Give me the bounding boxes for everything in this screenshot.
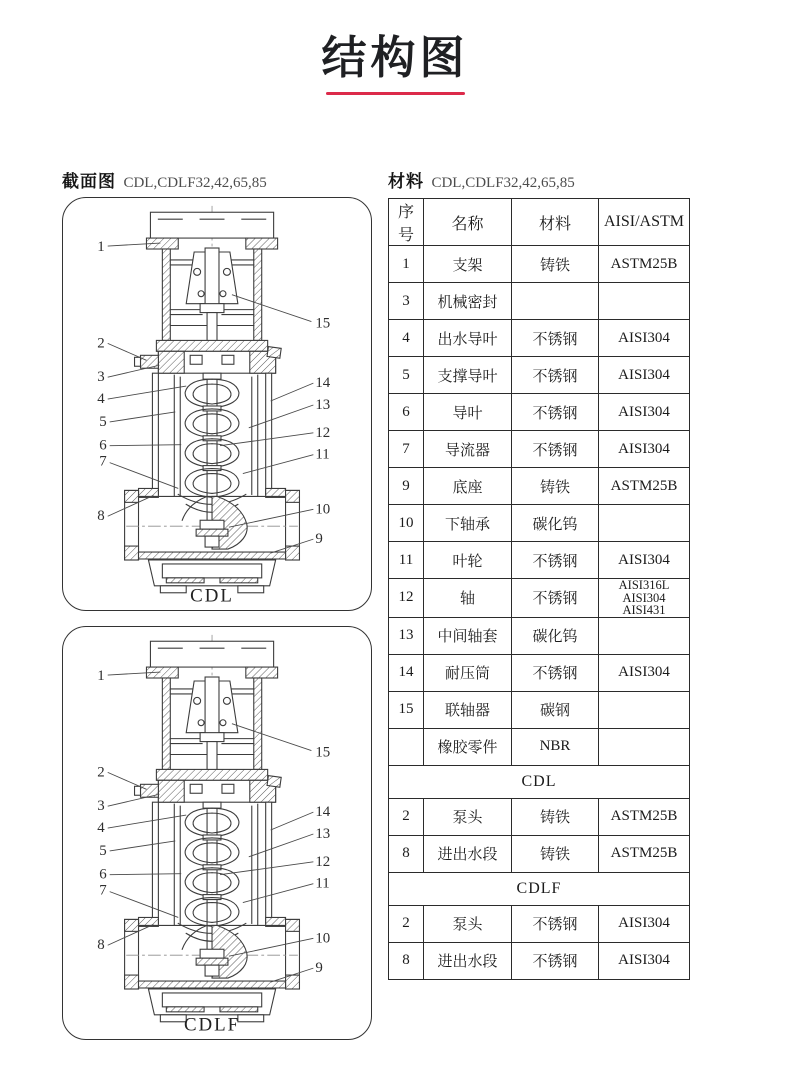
table-row — [389, 942, 690, 979]
table-cell: 6 — [389, 394, 424, 431]
table-cell: 中间轴套 — [424, 617, 512, 654]
part-label: 6 — [99, 866, 107, 883]
table-cell: 叶轮 — [424, 542, 512, 579]
leader-line — [110, 412, 176, 422]
table-cell: 不锈钢 — [512, 357, 599, 394]
table-cell: 进出水段 — [424, 942, 512, 979]
table-row — [389, 905, 690, 942]
table-cell: 橡胶零件 — [424, 728, 512, 765]
cross-section-label: 截面图 — [62, 172, 116, 191]
part-label: 1 — [97, 238, 105, 255]
column-header: AISI/ASTM — [599, 199, 690, 246]
table-cell: 导叶 — [424, 394, 512, 431]
table-cell: NBR — [512, 728, 599, 765]
table-cell: 1 — [389, 246, 424, 283]
table-cell: ASTM25B — [599, 798, 690, 835]
part-label: 4 — [97, 391, 105, 408]
table-row — [389, 320, 690, 357]
column-header: 序号 — [389, 199, 424, 246]
table-row — [389, 468, 690, 505]
part-label: 12 — [315, 853, 331, 870]
materials-models: CDL,CDLF32,42,65,85 — [431, 175, 575, 191]
materials-section — [388, 167, 689, 980]
part-label: 1 — [97, 667, 105, 684]
table-cell: 15 — [389, 691, 424, 728]
diagram-list — [62, 197, 372, 1040]
table-cell: 铸铁 — [512, 798, 599, 835]
table-cell: 不锈钢 — [512, 905, 599, 942]
table-row — [389, 505, 690, 542]
table-cell: 支架 — [424, 246, 512, 283]
leader-line — [232, 724, 311, 751]
table-cell — [599, 728, 690, 765]
leader-line — [249, 834, 314, 857]
table-cell: 不锈钢 — [512, 542, 599, 579]
table-cell: 下轴承 — [424, 505, 512, 542]
table-cell: AISI304 — [599, 942, 690, 979]
page-header — [0, 33, 790, 95]
leader-line — [108, 772, 147, 789]
table-cell: 碳化钨 — [512, 617, 599, 654]
table-cell: 10 — [389, 505, 424, 542]
table-cell: AISI304 — [599, 431, 690, 468]
part-label: 14 — [315, 804, 331, 821]
table-row — [389, 617, 690, 654]
page-title: 结构图 — [321, 32, 469, 83]
table-cell: 2 — [389, 798, 424, 835]
table-cell: 5 — [389, 357, 424, 394]
part-label: 9 — [315, 531, 323, 548]
table-cell: 不锈钢 — [512, 394, 599, 431]
part-label: 10 — [315, 930, 331, 947]
materials-label: 材料 — [388, 172, 424, 191]
table-row — [389, 283, 690, 320]
table-row — [389, 798, 690, 835]
part-label: 3 — [97, 798, 105, 815]
materials-table-header-row — [389, 199, 690, 246]
table-cell: 7 — [389, 431, 424, 468]
part-label: 8 — [97, 508, 105, 525]
pump-cross-section-drawing — [63, 198, 371, 610]
table-group-title: CDLF — [389, 872, 690, 905]
table-cell: 碳化钨 — [512, 505, 599, 542]
table-row — [389, 431, 690, 468]
table-cell: 8 — [389, 835, 424, 872]
part-label: 12 — [315, 424, 331, 441]
table-group-row — [389, 765, 690, 798]
column-header: 名称 — [424, 199, 512, 246]
diagram-caption: CDLF — [183, 1014, 241, 1036]
table-cell: 泵头 — [424, 905, 512, 942]
pump-cross-section-drawing — [63, 627, 371, 1039]
leader-line — [108, 794, 160, 806]
table-group-row — [389, 872, 690, 905]
leader-line — [108, 365, 160, 377]
table-cell: AISI304 — [599, 394, 690, 431]
materials-header — [388, 167, 689, 192]
table-cell: ASTM25B — [599, 835, 690, 872]
part-label: 7 — [99, 882, 107, 899]
leader-line — [249, 405, 314, 428]
table-group-title: CDL — [389, 765, 690, 798]
table-cell: AISI304 — [599, 542, 690, 579]
table-row — [389, 394, 690, 431]
table-cell: ASTM25B — [599, 246, 690, 283]
table-cell: 不锈钢 — [512, 654, 599, 691]
part-label: 15 — [315, 315, 331, 332]
leader-line — [271, 383, 314, 401]
table-cell: 14 — [389, 654, 424, 691]
leader-line — [232, 295, 311, 322]
table-cell: 支撑导叶 — [424, 357, 512, 394]
part-label: 15 — [315, 744, 331, 761]
table-cell — [599, 691, 690, 728]
table-cell — [389, 728, 424, 765]
part-label: 5 — [99, 842, 107, 859]
part-label: 9 — [315, 960, 323, 977]
table-cell: 铸铁 — [512, 835, 599, 872]
part-label: 6 — [99, 437, 107, 454]
table-cell — [599, 283, 690, 320]
table-row — [389, 579, 690, 618]
diagram-cdlf — [62, 626, 372, 1040]
leader-line — [108, 343, 147, 360]
table-cell — [512, 283, 599, 320]
leader-line — [243, 884, 314, 903]
table-cell: 不锈钢 — [512, 579, 599, 618]
table-cell: 轴 — [424, 579, 512, 618]
table-cell: 联轴器 — [424, 691, 512, 728]
part-label: 2 — [97, 335, 105, 352]
table-row — [389, 357, 690, 394]
leader-line — [110, 463, 179, 489]
table-row — [389, 835, 690, 872]
table-cell: 耐压筒 — [424, 654, 512, 691]
table-cell: 导流器 — [424, 431, 512, 468]
title-underline — [326, 92, 465, 96]
table-cell: 机械密封 — [424, 283, 512, 320]
materials-table — [388, 198, 690, 980]
cross-section-models: CDL,CDLF32,42,65,85 — [123, 175, 267, 191]
leader-line — [243, 455, 314, 474]
diagram-caption: CDL — [190, 585, 234, 607]
part-label: 11 — [315, 446, 330, 463]
table-cell — [599, 617, 690, 654]
table-cell: 13 — [389, 617, 424, 654]
leader-line — [110, 892, 179, 918]
table-cell: AISI304 — [599, 320, 690, 357]
table-cell: 2 — [389, 905, 424, 942]
table-cell: 11 — [389, 542, 424, 579]
table-row — [389, 542, 690, 579]
diagram-cdl — [62, 197, 372, 611]
table-cell: 9 — [389, 468, 424, 505]
materials-table-body — [389, 246, 690, 980]
part-label: 7 — [99, 453, 107, 470]
part-label: 5 — [99, 413, 107, 430]
table-row — [389, 691, 690, 728]
table-cell: 碳钢 — [512, 691, 599, 728]
part-label: 10 — [315, 501, 331, 518]
table-cell: 不锈钢 — [512, 320, 599, 357]
table-cell: 不锈钢 — [512, 431, 599, 468]
table-cell: 4 — [389, 320, 424, 357]
part-label: 2 — [97, 764, 105, 781]
table-cell: AISI304 — [599, 905, 690, 942]
table-cell: 不锈钢 — [512, 942, 599, 979]
part-label: 8 — [97, 937, 105, 954]
table-cell: AISI304 — [599, 654, 690, 691]
table-cell: 3 — [389, 283, 424, 320]
table-row — [389, 728, 690, 765]
leader-line — [110, 841, 176, 851]
table-cell: 底座 — [424, 468, 512, 505]
leader-line — [271, 812, 314, 830]
table-row — [389, 246, 690, 283]
leader-line — [110, 445, 182, 446]
table-cell: AISI316L AISI304 AISI431 — [599, 579, 690, 618]
table-row — [389, 654, 690, 691]
part-label: 3 — [97, 369, 105, 386]
table-cell: 铸铁 — [512, 468, 599, 505]
part-label: 11 — [315, 875, 330, 892]
part-label: 13 — [315, 396, 331, 413]
column-header: 材料 — [512, 199, 599, 246]
table-cell: 出水导叶 — [424, 320, 512, 357]
part-label: 14 — [315, 375, 331, 392]
cross-section-section — [62, 167, 372, 1040]
table-cell: AISI304 — [599, 357, 690, 394]
cross-section-header — [62, 167, 372, 192]
table-cell — [599, 505, 690, 542]
table-cell: 泵头 — [424, 798, 512, 835]
table-cell: 8 — [389, 942, 424, 979]
table-cell: ASTM25B — [599, 468, 690, 505]
part-label: 4 — [97, 820, 105, 837]
table-cell: 铸铁 — [512, 246, 599, 283]
part-label: 13 — [315, 825, 331, 842]
table-cell: 进出水段 — [424, 835, 512, 872]
leader-line — [110, 874, 182, 875]
table-cell: 12 — [389, 579, 424, 618]
